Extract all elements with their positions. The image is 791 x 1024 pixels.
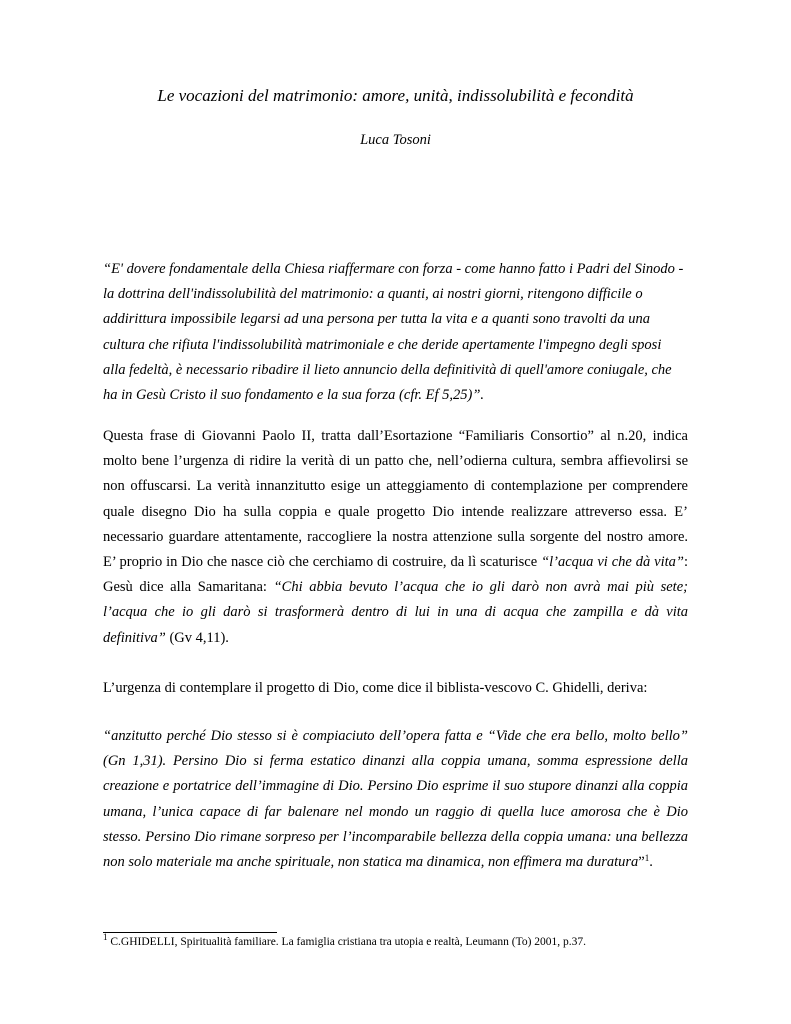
ghidelli-quote xyxy=(103,724,688,875)
inline-quote: “Chi abbia bevuto l’acqua che io gli darò non avrà mai più sete; xyxy=(273,579,688,596)
quote-line: cultura che rifiuta l'indissolubilità matrimoniale e che deride apertamente l'impegno degli sposi xyxy=(103,336,662,353)
quote-line: creazione e portatrice dell’immagine di Dio. Persino Dio esprime il suo stupore dinanzi alla coppia xyxy=(103,778,688,795)
paragraph-text: E’ proprio in Dio che nasce ciò che cerchiamo di costruire, da lì scaturisce xyxy=(103,554,542,571)
paragraph-line xyxy=(103,626,688,651)
paragraph-line: quale disegno Dio ha sulla coppia e quale progetto Dio intende realizzare attreverso essa. E’ xyxy=(103,503,688,520)
closing-quote-mark: ” xyxy=(638,854,645,871)
author-name: Luca Tosoni xyxy=(360,132,431,148)
body-paragraph-2 xyxy=(103,676,688,701)
quote-line: la dottrina dell'indissolubilità del matrimonio: a quanti, ai nostri giorni, ritengono difficile o xyxy=(103,286,643,303)
document-title: Le vocazioni del matrimonio: amore, unità, indissolubilità e fecondità xyxy=(157,86,634,105)
quote-line: “E' dovere fondamentale della Chiesa riaffermare con forza - come hanno fatto i Padri del Sinodo - xyxy=(103,261,684,277)
paragraph-line xyxy=(103,550,688,575)
quote-line xyxy=(103,850,688,875)
punctuation: : xyxy=(683,554,688,571)
paragraph-line: non offuscarsi. La verità innanzitutto esige un atteggiamento di contemplazione per comprendere xyxy=(103,478,688,495)
paragraph-line: necessario guardare attentamente, raccogliere la nostra attenzione sulla sorgente del nostro amore. xyxy=(103,528,688,545)
footnote xyxy=(103,932,587,948)
quote-text: non solo materiale ma anche spirituale, non statica ma dinamica, non effimera ma duratura xyxy=(103,854,639,871)
inline-quote: “l’acqua vi che dà vita” xyxy=(541,554,684,571)
footnote-reference[interactable]: 1 xyxy=(644,853,650,864)
quote-line: “anzitutto perché Dio stesso si è compiaciuto dell’opera fatta e “Vide che era bello, molto bello” xyxy=(103,728,688,744)
inline-quote: definitiva” xyxy=(103,629,166,646)
paragraph-text: Gesù dice alla Samaritana: xyxy=(103,579,274,596)
quote-line: addirittura impossibile legarsi ad una persona per tutta la vita e a quanti sono travolti da una xyxy=(103,311,650,328)
quote-line: alla fedeltà, è necessario ribadire il lieto annuncio della definitività di quell'amore coniugale, che xyxy=(103,361,672,378)
body-paragraph-1 xyxy=(103,424,688,651)
paragraph-line: l’acqua che io gli darò si trasformerà dentro di lui in una di acqua che zampilla e dà vita xyxy=(103,604,688,621)
bible-reference: (Gv 4,11). xyxy=(165,629,229,646)
quote-line: ha in Gesù Cristo il suo fondamento e la sua forza (cfr. Ef 5,25)”. xyxy=(103,387,485,404)
paragraph-line: L’urgenza di contemplare il progetto di Dio, come dice il biblista-vescovo C. Ghidelli, deriva: xyxy=(103,680,648,696)
paragraph-line: molto bene l’urgenza di ridire la verità di un patto che, nell’odierna cultura, sembra affievolirsi se xyxy=(103,453,688,470)
footnote-text: C.GHIDELLI, Spiritualità familiare. La famiglia cristiana tra utopia e realtà, Leumann (To) 2001, p.37. xyxy=(107,936,587,948)
footnote-separator xyxy=(103,932,277,933)
paragraph-line: Questa frase di Giovanni Paolo II, tratta dall’Esortazione “Familiaris Consortio” al n.20, indica xyxy=(103,428,688,444)
footnote-marker: 1 xyxy=(103,932,108,942)
punctuation: . xyxy=(649,854,653,871)
quote-line: stesso. Persino Dio rimane sorpreso per l’incomparabile bellezza della coppia umana: una bellezza xyxy=(103,828,688,845)
quote-line: (Gn 1,31). Persino Dio si ferma estatico dinanzi alla coppia umana, somma espressione della xyxy=(103,753,688,770)
paragraph-line xyxy=(103,575,688,600)
opening-quote xyxy=(103,257,688,408)
quote-line: umana, l’unica capace di far balenare nel mondo un raggio di quella luce amorosa che è Dio xyxy=(103,803,688,820)
